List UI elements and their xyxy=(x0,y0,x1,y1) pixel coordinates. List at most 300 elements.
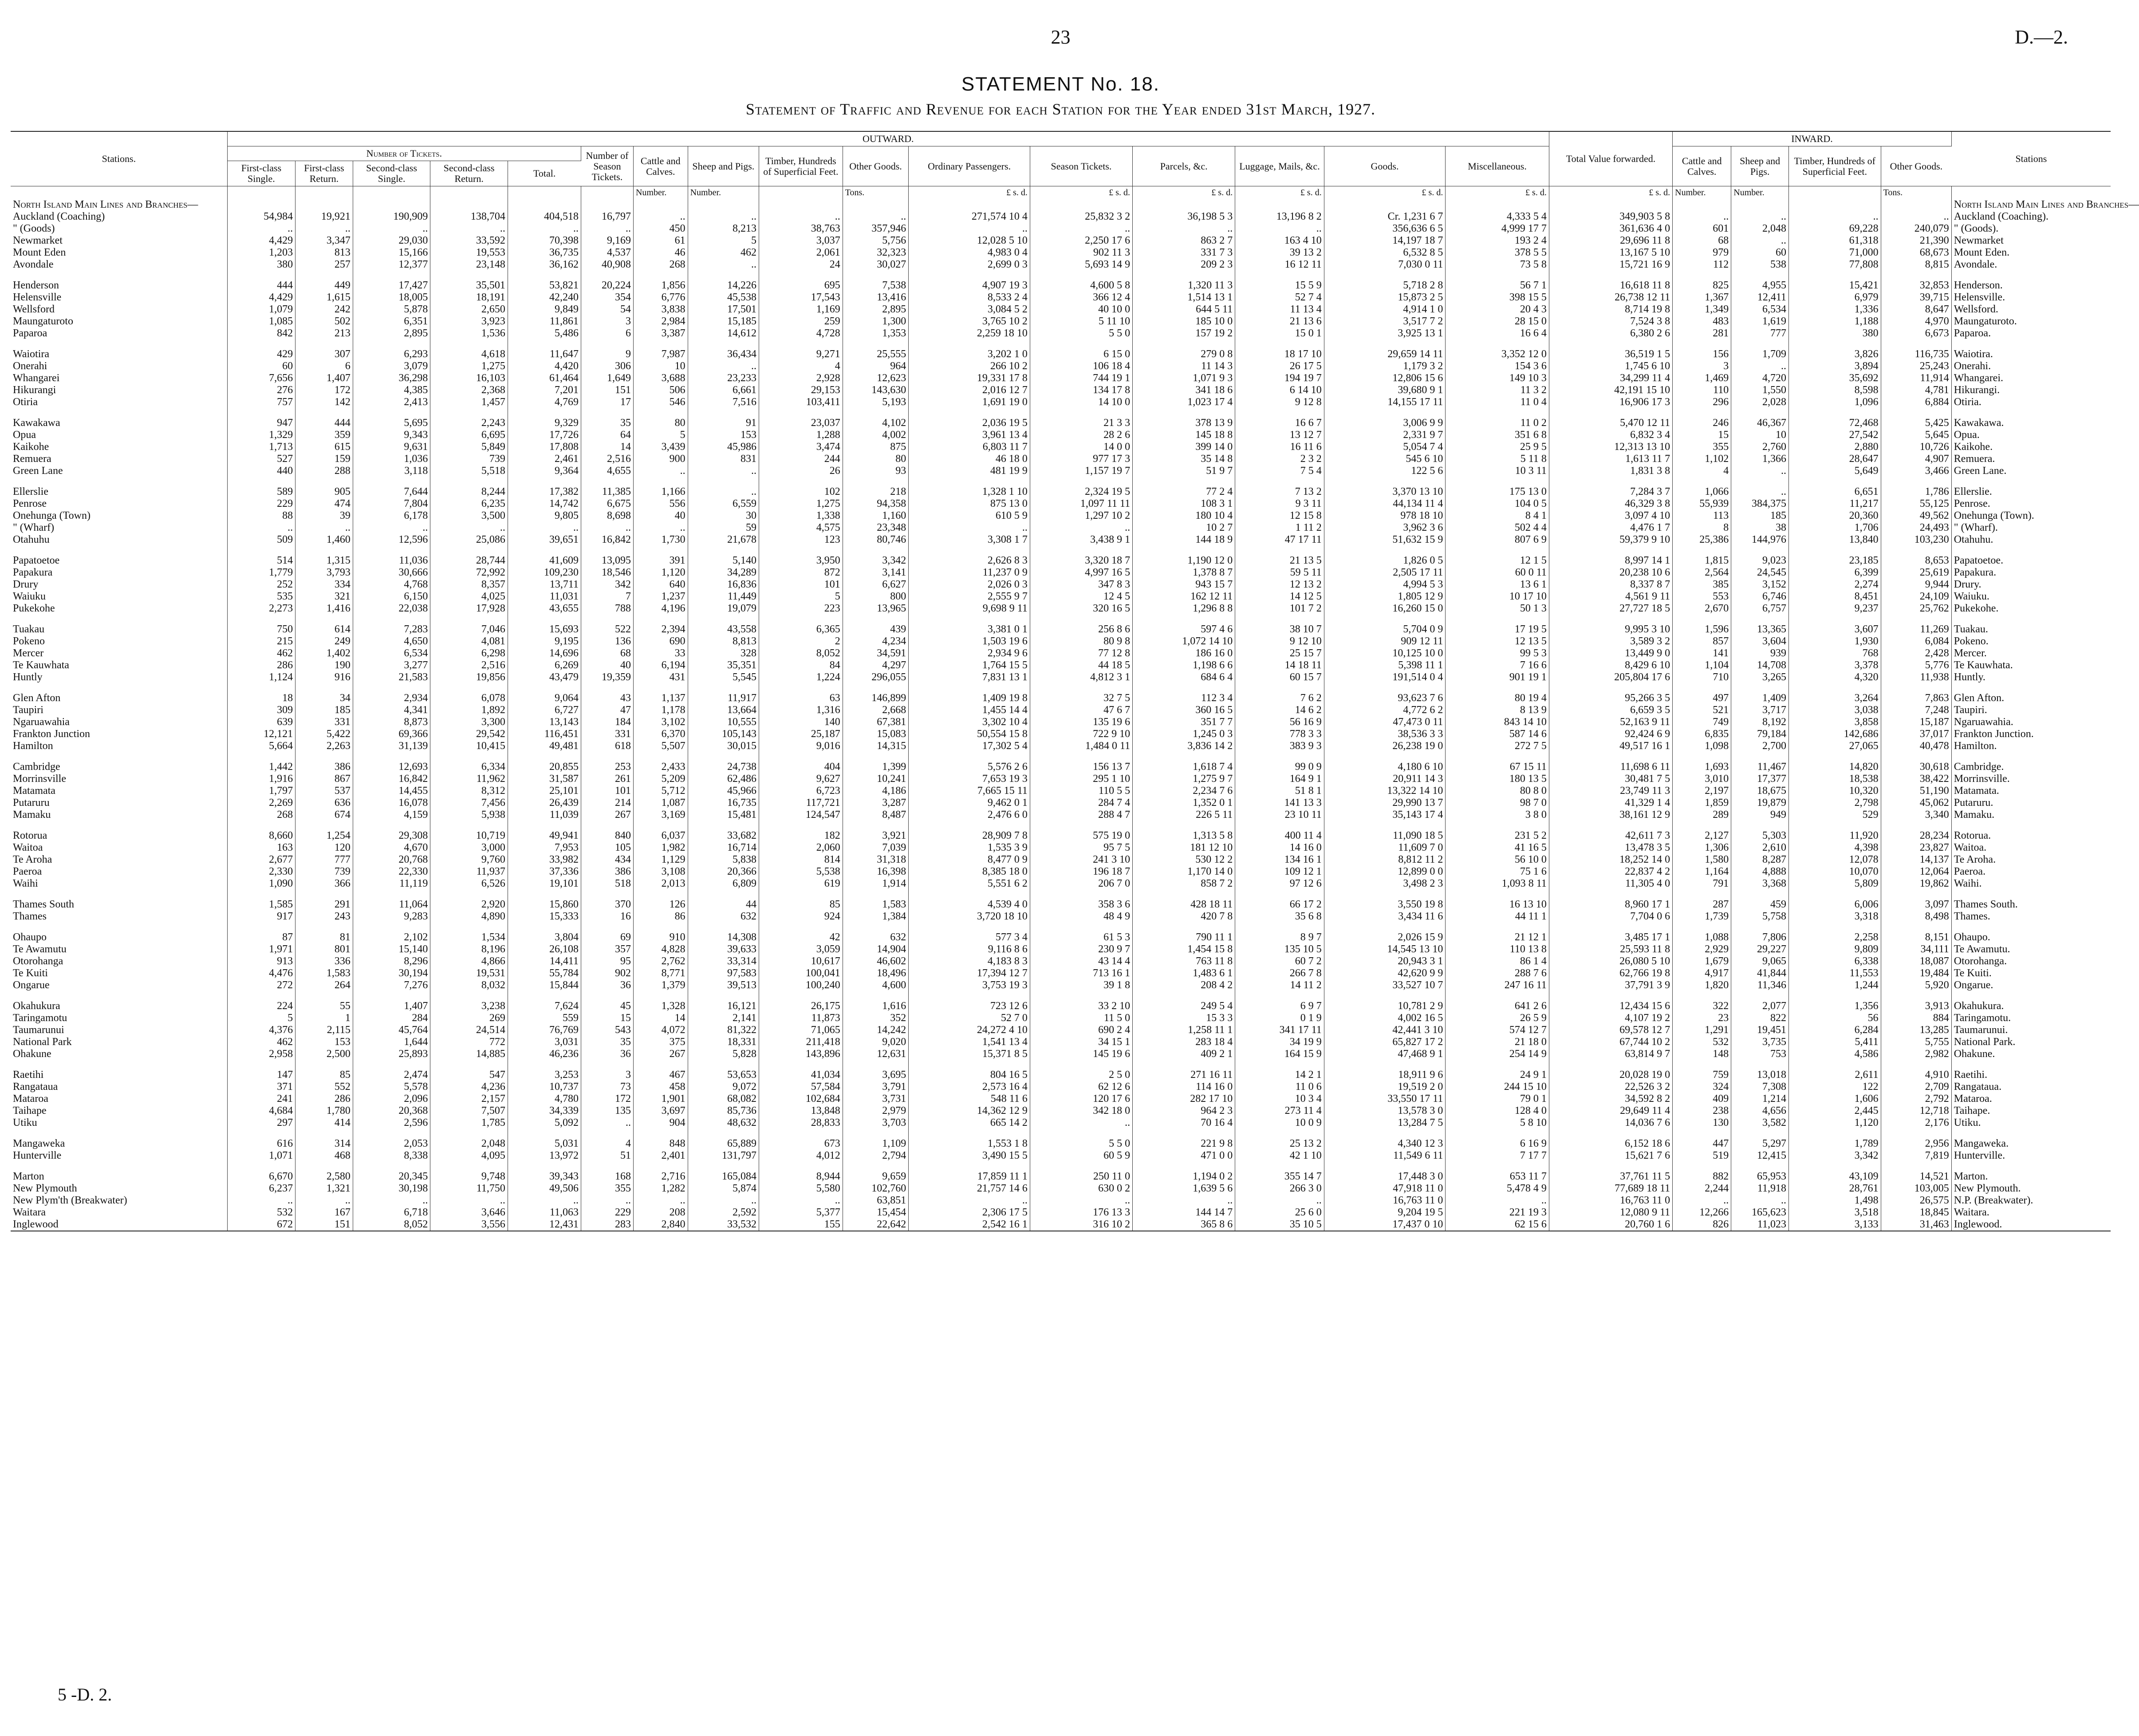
table-cell: 749 xyxy=(1673,716,1731,728)
table-cell: 1,096 xyxy=(1789,396,1881,408)
table-cell: 16 6 7 xyxy=(1235,417,1324,429)
table-cell: .. xyxy=(1235,1195,1324,1207)
table-cell: 180 13 5 xyxy=(1446,773,1549,785)
table-cell: 1,785 xyxy=(430,1117,508,1129)
station-name-right: Te Awamutu. xyxy=(1954,943,2010,955)
table-cell: 55,939 xyxy=(1673,498,1731,510)
table-cell: 53,821 xyxy=(508,280,581,292)
table-cell: 2,668 xyxy=(843,704,909,716)
table-cell: 1,457 xyxy=(430,396,508,408)
table-cell: 39 1 8 xyxy=(1030,979,1132,991)
table-cell: 67 15 11 xyxy=(1446,761,1549,773)
table-cell: 39,651 xyxy=(508,534,581,546)
table-cell: 6,659 3 5 xyxy=(1549,704,1672,716)
table-cell: 4,025 xyxy=(430,591,508,603)
table-cell: 8,451 xyxy=(1789,591,1881,603)
table-row xyxy=(11,555,2111,567)
station-name-right: Huntly. xyxy=(1954,671,1985,683)
table-cell: 3,688 xyxy=(633,372,688,384)
station-name-right: Waitara. xyxy=(1954,1207,1989,1218)
table-cell: 4 xyxy=(759,360,843,372)
station-name-right: Green Lane. xyxy=(1954,465,2007,477)
table-cell: .. xyxy=(909,223,1030,235)
table-cell: 977 17 3 xyxy=(1030,453,1132,465)
table-cell: 9,698 9 11 xyxy=(909,603,1030,615)
table-cell: 3,031 xyxy=(508,1036,581,1048)
table-cell: 68 xyxy=(1673,235,1731,247)
table-cell: 366 xyxy=(295,878,353,890)
table-cell: 3,439 xyxy=(633,441,688,453)
table-cell: 12,899 0 0 xyxy=(1324,866,1446,878)
table-cell: 872 xyxy=(759,567,843,579)
table-cell: 3,490 15 5 xyxy=(909,1150,1030,1162)
table-cell: 185 xyxy=(295,704,353,716)
table-cell: 23,348 xyxy=(843,522,909,534)
station-name-right: Hamilton. xyxy=(1954,740,1997,752)
outward-header: OUTWARD. xyxy=(227,131,1549,146)
table-cell: 24 9 1 xyxy=(1446,1069,1549,1081)
table-cell: 4,561 9 11 xyxy=(1549,591,1672,603)
table-cell: 16,842 xyxy=(353,773,430,785)
table-cell: 5,470 12 11 xyxy=(1549,417,1672,429)
table-cell: 6 xyxy=(295,360,353,372)
station-name-right: Rangataua. xyxy=(1954,1081,2002,1093)
table-cell: 3,913 xyxy=(1881,1000,1951,1012)
table-cell: .. xyxy=(1731,235,1789,247)
table-cell: 7 xyxy=(581,591,634,603)
station-name: Hamilton xyxy=(11,740,227,752)
table-cell: .. xyxy=(227,1195,295,1207)
table-cell: 3,894 xyxy=(1789,360,1881,372)
table-row xyxy=(11,510,2111,522)
table-cell: 5,776 xyxy=(1881,659,1951,671)
table-cell: 13,965 xyxy=(843,603,909,615)
table-cell: 320 16 5 xyxy=(1030,603,1132,615)
table-cell: 3,253 xyxy=(508,1069,581,1081)
table-cell: 904 xyxy=(633,1117,688,1129)
table-cell: 826 xyxy=(1673,1219,1731,1231)
table-cell: 30,481 7 5 xyxy=(1549,773,1672,785)
table-cell: 6,776 xyxy=(633,292,688,304)
table-cell: 224 xyxy=(227,1000,295,1012)
table-cell: 1,514 13 1 xyxy=(1133,292,1235,304)
table-cell: 193 2 4 xyxy=(1446,235,1549,247)
table-cell: 19,359 xyxy=(581,671,634,683)
table-cell: 8,660 xyxy=(227,830,295,842)
station-name-right: Taupiri. xyxy=(1954,704,1987,716)
station-name-right: Ohakune. xyxy=(1954,1048,1995,1060)
table-cell: 49,481 xyxy=(508,740,581,752)
table-cell: 7,806 xyxy=(1731,931,1789,943)
table-cell: 35,143 17 4 xyxy=(1324,809,1446,821)
table-cell: 8,196 xyxy=(430,943,508,955)
table-cell: 964 xyxy=(843,360,909,372)
table-cell: 23 xyxy=(1673,1012,1731,1024)
col-in-other-goods: Other Goods. xyxy=(1881,146,1951,186)
table-cell: 5,478 4 9 xyxy=(1446,1183,1549,1195)
table-cell: 21 18 0 xyxy=(1446,1036,1549,1048)
table-cell: 12,806 15 6 xyxy=(1324,372,1446,384)
table-cell: 4 xyxy=(1673,465,1731,477)
unit-money: £ s. d. xyxy=(1133,186,1235,199)
table-row xyxy=(11,235,2111,247)
table-cell: 1,169 xyxy=(759,304,843,316)
table-cell: 26,080 5 10 xyxy=(1549,955,1672,967)
table-cell: 13,196 8 2 xyxy=(1235,211,1324,223)
table-cell: 4,420 xyxy=(508,360,581,372)
table-cell: 30,198 xyxy=(353,1183,430,1195)
table-cell: 279 0 8 xyxy=(1133,348,1235,360)
table-cell: 4,476 1 7 xyxy=(1549,522,1672,534)
table-cell: 135 xyxy=(581,1105,634,1117)
table-cell: 109 12 1 xyxy=(1235,866,1324,878)
table-row xyxy=(11,830,2111,842)
table-cell: 11,305 4 0 xyxy=(1549,878,1672,890)
table-cell: 11,609 7 0 xyxy=(1324,842,1446,854)
table-cell: 36,434 xyxy=(688,348,759,360)
table-cell: 8,244 xyxy=(430,486,508,498)
table-cell: 4,234 xyxy=(843,635,909,647)
station-name: Whangarei xyxy=(11,372,227,384)
station-name: Penrose xyxy=(11,498,227,510)
table-cell: 355 14 7 xyxy=(1235,1171,1324,1183)
station-name: Mount Eden xyxy=(11,247,227,259)
table-cell: 3,735 xyxy=(1731,1036,1789,1048)
table-cell: 1,402 xyxy=(295,647,353,659)
table-cell: 2,895 xyxy=(353,327,430,339)
table-cell: 163 xyxy=(227,842,295,854)
table-cell: .. xyxy=(1731,465,1789,477)
table-cell: 2,564 xyxy=(1673,567,1731,579)
table-cell: 266 10 2 xyxy=(909,360,1030,372)
table-cell: 8 xyxy=(1673,522,1731,534)
table-cell: 6,152 18 6 xyxy=(1549,1138,1672,1150)
table-cell: 614 xyxy=(295,623,353,635)
table-cell: 4,781 xyxy=(1881,384,1951,396)
table-cell: 75 1 6 xyxy=(1446,866,1549,878)
table-cell: 8,815 xyxy=(1881,259,1951,271)
table-cell: 6,037 xyxy=(633,830,688,842)
table-cell: 1,366 xyxy=(1731,453,1789,465)
table-cell: 16 6 4 xyxy=(1446,327,1549,339)
station-name-right: N.P. (Breakwater). xyxy=(1954,1195,2033,1206)
table-cell: 5,664 xyxy=(227,740,295,752)
table-cell: .. xyxy=(909,522,1030,534)
table-cell: 288 xyxy=(295,465,353,477)
table-cell: 19,531 xyxy=(430,967,508,979)
table-cell: 309 xyxy=(227,704,295,716)
table-cell: 5,874 xyxy=(688,1183,759,1195)
unit-money: £ s. d. xyxy=(1235,186,1324,199)
station-name-right: New Plymouth. xyxy=(1954,1183,2021,1194)
table-cell: 71,065 xyxy=(759,1024,843,1036)
table-cell: 2,433 xyxy=(633,761,688,773)
table-cell: 3,368 xyxy=(1731,878,1789,890)
table-row xyxy=(11,211,2111,223)
table-cell: 17,501 xyxy=(688,304,759,316)
table-cell: 3,646 xyxy=(430,1207,508,1219)
table-cell: 3,826 xyxy=(1789,348,1881,360)
table-cell: 23,148 xyxy=(430,259,508,271)
station-name: Mangaweka xyxy=(11,1138,227,1150)
table-cell: 801 xyxy=(295,943,353,955)
table-row xyxy=(11,372,2111,384)
table-cell: 3,731 xyxy=(843,1093,909,1105)
table-cell: 9,195 xyxy=(508,635,581,647)
table-cell: 21,678 xyxy=(688,534,759,546)
table-cell: 366 12 4 xyxy=(1030,292,1132,304)
table-cell: 6,757 xyxy=(1731,603,1789,615)
table-cell: 949 xyxy=(1731,809,1789,821)
table-cell: 2,716 xyxy=(633,1171,688,1183)
table-cell: 57,584 xyxy=(759,1081,843,1093)
station-name: National Park xyxy=(11,1036,227,1048)
table-cell: 778 3 3 xyxy=(1235,728,1324,740)
table-cell: 29,308 xyxy=(353,830,430,842)
table-cell: 16,842 xyxy=(581,534,634,546)
table-cell: 49,941 xyxy=(508,830,581,842)
table-cell: 59 5 11 xyxy=(1235,567,1324,579)
table-cell: 4,186 xyxy=(843,785,909,797)
station-name: Waitara xyxy=(11,1207,227,1219)
table-cell: 1,288 xyxy=(759,429,843,441)
table-cell: 3,604 xyxy=(1731,635,1789,647)
page-footer: 5 -D. 2. xyxy=(58,1685,112,1704)
table-cell: 40 xyxy=(633,510,688,522)
table-cell: 4,970 xyxy=(1881,316,1951,327)
table-cell: 1,580 xyxy=(1673,854,1731,866)
table-cell: 2,428 xyxy=(1881,647,1951,659)
table-cell: 1,157 19 7 xyxy=(1030,465,1132,477)
table-cell: 6,979 xyxy=(1789,292,1881,304)
table-cell: 9,849 xyxy=(508,304,581,316)
table-cell: 17,808 xyxy=(508,441,581,453)
table-row xyxy=(11,1183,2111,1195)
col-in-cattle: Cattle and Calves. xyxy=(1673,146,1731,186)
table-cell: 95 7 5 xyxy=(1030,842,1132,854)
table-cell: 31,463 xyxy=(1881,1219,1951,1231)
table-cell: 73 5 8 xyxy=(1446,259,1549,271)
table-row xyxy=(11,396,2111,408)
table-cell: 1,088 xyxy=(1673,931,1731,943)
table-cell: 905 xyxy=(295,486,353,498)
table-cell: 8,960 17 1 xyxy=(1549,899,1672,911)
table-cell: 444 xyxy=(295,417,353,429)
table-cell: 3,102 xyxy=(633,716,688,728)
table-cell: 632 xyxy=(843,931,909,943)
table-cell: 95 xyxy=(581,955,634,967)
station-name-right: Te Kuiti. xyxy=(1954,967,1992,979)
table-cell: 14 18 11 xyxy=(1235,659,1324,671)
table-cell: 55 xyxy=(295,1000,353,1012)
table-cell: 41,329 1 4 xyxy=(1549,797,1672,809)
table-cell: 6,627 xyxy=(843,579,909,591)
table-cell: 2,234 7 6 xyxy=(1133,785,1235,797)
table-cell: 286 xyxy=(227,659,295,671)
station-name: Paeroa xyxy=(11,866,227,878)
table-cell: 3 xyxy=(581,316,634,327)
table-cell: 14 xyxy=(633,1012,688,1024)
table-cell: 8,477 0 9 xyxy=(909,854,1030,866)
table-cell: 1,820 xyxy=(1673,979,1731,991)
table-cell: 610 5 9 xyxy=(909,510,1030,522)
table-cell: 30,027 xyxy=(843,259,909,271)
station-name: Glen Afton xyxy=(11,692,227,704)
table-cell: 1,098 xyxy=(1673,740,1731,752)
table-cell: 45,062 xyxy=(1881,797,1951,809)
table-cell: 67,381 xyxy=(843,716,909,728)
table-cell: 336 xyxy=(295,955,353,967)
table-cell: 18,845 xyxy=(1881,1207,1951,1219)
table-cell: 120 17 6 xyxy=(1030,1093,1132,1105)
table-cell: 35,501 xyxy=(430,280,508,292)
table-cell: 2,461 xyxy=(508,453,581,465)
table-cell: 28,234 xyxy=(1881,830,1951,842)
table-cell: 1,498 xyxy=(1789,1195,1881,1207)
table-cell: 20,360 xyxy=(1789,510,1881,522)
table-cell: 3,038 xyxy=(1789,704,1881,716)
station-name-right: Mamaku. xyxy=(1954,809,1995,821)
table-cell: 385 xyxy=(1673,579,1731,591)
table-cell: 5,140 xyxy=(688,555,759,567)
table-cell: .. xyxy=(759,211,843,223)
table-cell: 10,070 xyxy=(1789,866,1881,878)
table-cell: 244 15 10 xyxy=(1446,1081,1549,1093)
table-cell: 3,352 12 0 xyxy=(1446,348,1549,360)
table-cell: 1,071 9 3 xyxy=(1133,372,1235,384)
table-cell: 5,193 xyxy=(843,396,909,408)
table-cell: 13,284 7 5 xyxy=(1324,1117,1446,1129)
col-total-value-forwarded: Total Value forwarded. xyxy=(1549,131,1672,186)
table-cell: .. xyxy=(688,486,759,498)
table-cell: 215 xyxy=(227,635,295,647)
table-cell: 552 xyxy=(295,1081,353,1093)
table-cell: 38 xyxy=(1731,522,1789,534)
table-cell: 2,060 xyxy=(759,842,843,854)
station-name: Hunterville xyxy=(11,1150,227,1162)
table-cell: 11,023 xyxy=(1731,1219,1789,1231)
table-row xyxy=(11,955,2111,967)
table-cell: 1,198 6 6 xyxy=(1133,659,1235,671)
page-number: 23 xyxy=(1051,26,1071,48)
table-cell: 229 xyxy=(581,1207,634,1219)
table-cell: 2,984 xyxy=(633,316,688,327)
table-cell: 5,377 xyxy=(759,1207,843,1219)
table-cell: 62 12 6 xyxy=(1030,1081,1132,1093)
table-cell: 439 xyxy=(843,623,909,635)
table-cell: 10,781 2 9 xyxy=(1324,1000,1446,1012)
table-cell: 4,333 5 4 xyxy=(1446,211,1549,223)
table-cell: .. xyxy=(1030,223,1132,235)
table-cell: 1,826 0 5 xyxy=(1324,555,1446,567)
table-cell: 1,137 xyxy=(633,692,688,704)
table-cell: 14 6 2 xyxy=(1235,704,1324,716)
table-cell: 2,096 xyxy=(353,1093,430,1105)
table-cell: 713 16 1 xyxy=(1030,967,1132,979)
table-cell: 863 2 7 xyxy=(1133,235,1235,247)
station-name: New Plym'th (Breakwater) xyxy=(11,1195,227,1207)
table-cell: 34,591 xyxy=(843,647,909,659)
table-cell: 28,909 7 8 xyxy=(909,830,1030,842)
table-cell: 9,116 8 6 xyxy=(909,943,1030,955)
table-cell: 462 xyxy=(227,647,295,659)
table-cell: 4,183 8 3 xyxy=(909,955,1030,967)
table-cell: 11,090 18 5 xyxy=(1324,830,1446,842)
table-cell: 3,133 xyxy=(1789,1219,1881,1231)
table-cell: 2,141 xyxy=(688,1012,759,1024)
table-cell: 34 15 1 xyxy=(1030,1036,1132,1048)
table-cell: 1,618 7 4 xyxy=(1133,761,1235,773)
table-row xyxy=(11,854,2111,866)
table-cell: 5,649 xyxy=(1789,465,1881,477)
table-cell: 9,271 xyxy=(759,348,843,360)
table-cell: 10 xyxy=(633,360,688,372)
table-cell: 11,873 xyxy=(759,1012,843,1024)
table-cell: 9,805 xyxy=(508,510,581,522)
station-name-right: Waihi. xyxy=(1954,878,1982,889)
table-cell: 790 11 1 xyxy=(1133,931,1235,943)
table-cell: 1,190 12 0 xyxy=(1133,555,1235,567)
table-cell: 306 xyxy=(581,360,634,372)
table-cell: 17,726 xyxy=(508,429,581,441)
table-cell: 20,366 xyxy=(688,866,759,878)
table-cell: 1,328 xyxy=(633,1000,688,1012)
table-cell: 543 xyxy=(581,1024,634,1036)
table-cell: 2,555 9 7 xyxy=(909,591,1030,603)
table-cell: 8,487 xyxy=(843,809,909,821)
table-cell: 18,331 xyxy=(688,1036,759,1048)
table-cell: 37,336 xyxy=(508,866,581,878)
table-cell: 420 7 8 xyxy=(1133,911,1235,923)
table-cell: 47,468 9 1 xyxy=(1324,1048,1446,1060)
table-cell: 61 xyxy=(633,235,688,247)
table-cell: 2,677 xyxy=(227,854,295,866)
table-cell: 404,518 xyxy=(508,211,581,223)
table-cell: 138,704 xyxy=(430,211,508,223)
table-cell: 13,848 xyxy=(759,1105,843,1117)
table-cell: 144 14 7 xyxy=(1133,1207,1235,1219)
station-name: Raetihi xyxy=(11,1069,227,1081)
table-cell: 7,863 xyxy=(1881,692,1951,704)
table-cell: 4,002 xyxy=(843,429,909,441)
table-cell: 9 3 11 xyxy=(1235,498,1324,510)
table-cell: 46,236 xyxy=(508,1048,581,1060)
table-cell: 37,017 xyxy=(1881,728,1951,740)
table-cell: 458 xyxy=(633,1081,688,1093)
table-cell: 6,365 xyxy=(759,623,843,635)
table-cell: 2,505 17 11 xyxy=(1324,567,1446,579)
table-cell: 25,832 3 2 xyxy=(1030,211,1132,223)
table-cell: 221 19 3 xyxy=(1446,1207,1549,1219)
table-cell: 723 12 6 xyxy=(909,1000,1030,1012)
table-cell: 24 xyxy=(759,259,843,271)
table-cell: .. xyxy=(1133,223,1235,235)
table-cell: 10,719 xyxy=(430,830,508,842)
col-in-timber: Timber, Hundreds of Superficial Feet. xyxy=(1789,146,1881,186)
table-cell: 1,336 xyxy=(1789,304,1881,316)
table-cell: 3,342 xyxy=(843,555,909,567)
table-cell: 5,938 xyxy=(430,809,508,821)
table-cell: 8,032 xyxy=(430,979,508,991)
table-cell: 4,398 xyxy=(1789,842,1881,854)
table-cell: .. xyxy=(1731,360,1789,372)
table-cell: 471 0 0 xyxy=(1133,1150,1235,1162)
table-cell: 12,415 xyxy=(1731,1150,1789,1162)
table-cell: 11,698 6 11 xyxy=(1549,761,1672,773)
table-cell: 20,768 xyxy=(353,854,430,866)
table-cell: 20,224 xyxy=(581,280,634,292)
table-cell: 2,596 xyxy=(353,1117,430,1129)
